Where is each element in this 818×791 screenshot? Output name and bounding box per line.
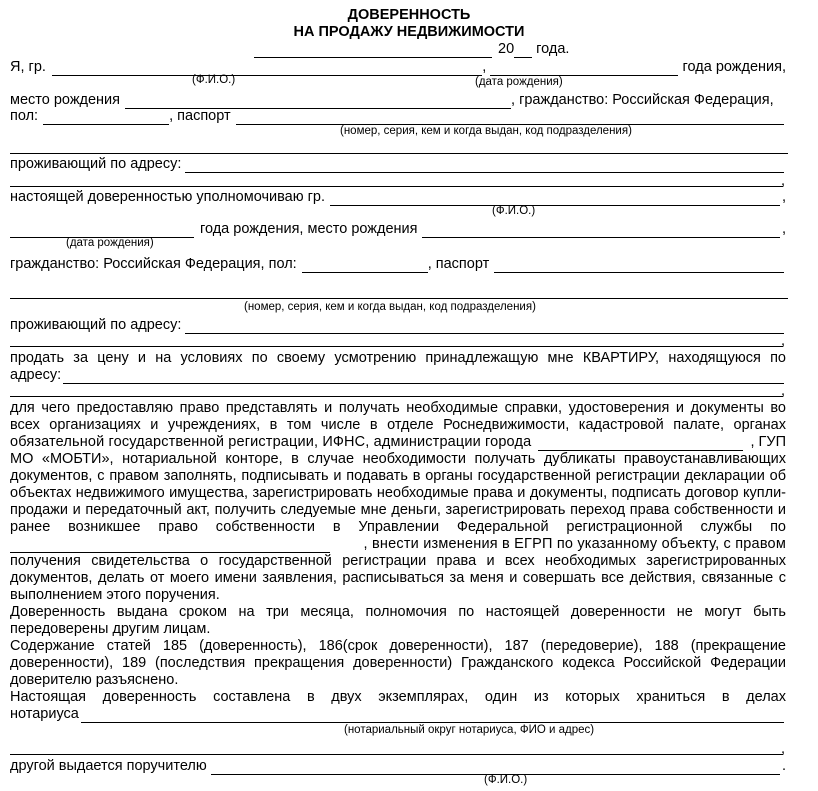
sell-text-line: продать за цену и на условиях по своему усмотрению принадлежащую мне КВАРТИРУ, находящуюся по <box>10 350 786 366</box>
notary-continuation[interactable] <box>10 754 783 755</box>
citizenship-text: , гражданство: Российская Федерация, <box>511 92 774 108</box>
attorney-birthdate-caption: (дата рождения) <box>66 237 154 249</box>
paragraph-4-line-1: Настоящая доверенность составлена в двух экземплярах, один из которых храниться в делах <box>10 689 786 705</box>
paragraph-1-line-12: выполнением этого поручения. <box>10 587 220 603</box>
date-field[interactable] <box>254 44 492 58</box>
paragraph-2-line-1: Доверенность выдана сроком на три месяца, полномочия по настоящей доверенности не могут быть <box>10 604 786 620</box>
attorney-address-field[interactable] <box>185 320 784 334</box>
passport-caption: (номер, серия, кем и когда выдан, код подразделения) <box>340 125 632 137</box>
birthdate-caption: (дата рождения) <box>475 76 563 88</box>
paragraph-1-line-6: объектах недвижимого имущества, зарегистрировать необходимые права и документы, подписать договор купли- <box>10 485 786 501</box>
city-admin-text: обязательной государственной регистрации, ИФНС, администрации города <box>10 434 532 450</box>
comma: , <box>781 383 786 399</box>
gup-text: , ГУП <box>750 434 786 450</box>
attorney-passport-caption: (номер, серия, кем и когда выдан, код подразделения) <box>244 301 536 313</box>
birth-year-label: года рождения, <box>682 59 786 75</box>
paragraph-2-line-2: передоверены другим лицам. <box>10 621 211 637</box>
paragraph-1-line-11: документов, делать от моего имени заявления, расписываться за меня и совершать все действия, связанные с <box>10 570 786 586</box>
comma: , <box>781 173 786 189</box>
attorney-fio-field[interactable] <box>330 192 780 206</box>
principal-sex-field[interactable] <box>43 111 169 125</box>
date-line <box>254 41 574 58</box>
notary-field[interactable] <box>81 709 784 723</box>
attorney-passport-line <box>10 256 786 273</box>
principal-name-line <box>10 59 786 76</box>
principal-birthplace-field[interactable] <box>125 95 511 109</box>
apartment-address-continuation[interactable] <box>10 396 783 397</box>
other-copy-label: другой выдается поручителю <box>10 758 207 774</box>
principal-passport-field[interactable] <box>236 111 784 125</box>
principal-address-field[interactable] <box>185 159 784 173</box>
year-field[interactable] <box>514 44 532 58</box>
paragraph-3-line-2: доверенности), 189 (последствия прекращения доверенности) Гражданского кодекса Российской Федерации <box>10 655 786 671</box>
comma: , <box>781 333 786 349</box>
comma: , <box>781 221 786 237</box>
notary-caption: (нотариальный округ нотариуса, ФИО и адрес) <box>344 724 595 736</box>
paragraph-1-line-9 <box>10 536 786 553</box>
sex-label: пол: <box>10 108 39 124</box>
principal-birthplace-line <box>10 92 786 109</box>
attorney-passport-field[interactable] <box>494 259 784 273</box>
birthplace-label: место рождения <box>10 92 121 108</box>
document-subtitle: НА ПРОДАЖУ НЕДВИЖИМОСТИ <box>293 24 525 40</box>
address-label: проживающий по адресу: <box>10 156 182 172</box>
paragraph-3-line-1: Содержание статей 185 (доверенность), 186(срок доверенности), 187 (передоверие), 188 (прекращение <box>10 638 786 654</box>
paragraph-1-line-2: всех организациях и учреждениях, в том числе в отделе Роснедвижимости, кадастровой палате, органах <box>10 417 786 433</box>
principal-address-line <box>10 156 786 173</box>
attorney-birth-line <box>10 221 786 238</box>
notary-line <box>10 706 786 723</box>
passport-continuation-line[interactable] <box>10 153 788 154</box>
paragraph-3-line-3: доверителю разъяснено. <box>10 672 179 688</box>
paragraph-1-line-10: получения свидетельства о государственной регистрации права и всех необходимых зарегистрированных <box>10 553 786 569</box>
year-suffix: года. <box>536 41 570 57</box>
paragraph-1-line-8: ранее возникшее право собственности в Управлении Федеральной регистрационной службы по <box>10 519 786 535</box>
notary-label: нотариуса <box>10 706 79 722</box>
paragraph-1-line-4: МО «МОБТИ», нотариальной конторе, в случае необходимости получать дубликаты правоустанавливающих <box>10 451 786 467</box>
document-title: ДОВЕРЕННОСТЬ <box>347 7 471 23</box>
paragraph-1-line-7: продажи и передаточный акт, получить следуемые мне деньги, зарегистрировать переход права собственности и <box>10 502 786 518</box>
paragraph-1-line-5: документов, с правом заполнять, подписывать и подавать в органы государственной регистрации декларации об <box>10 468 786 484</box>
principal-passport-line <box>10 108 786 125</box>
fio-caption: (Ф.И.О.) <box>192 74 236 86</box>
attorney-passport-continuation[interactable] <box>10 298 788 299</box>
paragraph-1-line-1: для чего предоставляю право представлять и получать необходимые справки, удостоверения и документы во <box>10 400 786 416</box>
egrp-text: , внести изменения в ЕГРП по указанному объекту, с правом <box>363 536 786 552</box>
comma: , <box>781 741 786 757</box>
passport-label: , паспорт <box>427 256 490 272</box>
attorney-address-line <box>10 317 786 334</box>
year-prefix: 20 <box>498 41 515 57</box>
attorney-sex-field[interactable] <box>302 259 428 273</box>
passport-label: , паспорт <box>169 108 231 124</box>
sell-address-line <box>10 367 786 384</box>
final-fio-caption: (Ф.И.О.) <box>484 774 528 786</box>
principal-address-continuation[interactable] <box>10 186 783 187</box>
period: . <box>781 758 786 774</box>
address-label: проживающий по адресу: <box>10 317 182 333</box>
ya-gr-label: Я, гр. <box>10 59 46 75</box>
attorney-birthplace-field[interactable] <box>422 224 779 238</box>
principal-fio-field[interactable] <box>52 62 482 76</box>
attorney-citizenship-sex: гражданство: Российская Федерация, пол: <box>10 256 297 272</box>
attorney-birthdate-field[interactable] <box>10 224 194 238</box>
sell-address-label: адресу: <box>10 367 62 383</box>
apartment-address-field[interactable] <box>63 370 784 384</box>
attorney-birth-label: года рождения, место рождения <box>200 221 418 237</box>
attorney-fio-caption: (Ф.И.О.) <box>492 205 536 217</box>
attorney-final-fio-field[interactable] <box>211 761 780 775</box>
region-field[interactable] <box>10 539 330 553</box>
authorize-text: настоящей доверенностью уполномочиваю гр. <box>10 189 325 205</box>
city-field[interactable] <box>538 437 743 451</box>
authorize-line <box>10 189 786 206</box>
paragraph-1-line-3 <box>10 434 786 451</box>
comma: , <box>781 189 786 205</box>
attorney-address-continuation[interactable] <box>10 346 783 347</box>
comma: , <box>482 59 487 75</box>
principal-birthdate-field[interactable] <box>490 62 677 76</box>
other-copy-line <box>10 758 786 775</box>
